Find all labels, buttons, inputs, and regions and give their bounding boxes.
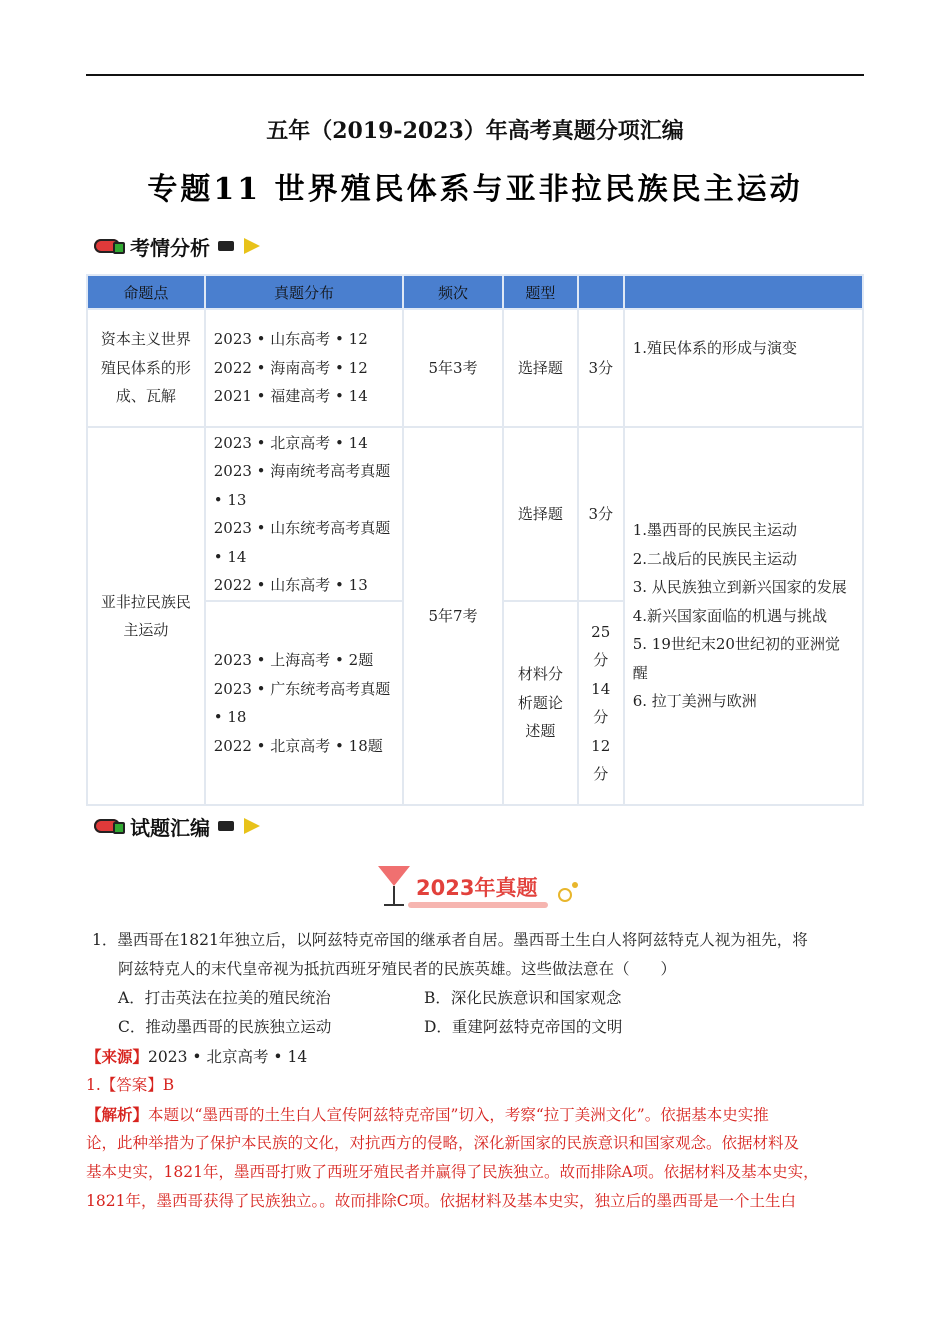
analysis-text: 本题以“墨西哥的土生白人宣传阿兹特克帝国”切入，考察“拉丁美洲文化”。依据基本史实推	[148, 1106, 769, 1124]
paper-item: 2021 • 福建高考 • 14	[213, 387, 368, 406]
question-type: 选择题	[503, 309, 578, 427]
section-analysis-label: 考情分析	[130, 235, 210, 260]
question-stem-cont: 阿兹特克人的末代皇帝视为抵抗西班牙殖民者的民族英雄。这些做法意在（ ）	[118, 960, 677, 978]
section-analysis-header	[94, 232, 260, 260]
series-subtitle: 五年（2019-2023）年高考真题分项汇编	[266, 118, 684, 144]
paper-item: 2023 • 上海高考 • 2题	[213, 651, 374, 669]
exam-analysis-table	[86, 274, 864, 806]
year-badge	[378, 864, 578, 914]
answer-line	[86, 1071, 174, 1100]
source-label: 【来源】	[86, 1047, 149, 1066]
pencil-icon	[94, 819, 120, 833]
paper-list	[205, 309, 403, 427]
paper-item: 2022 • 山东高考 • 13	[213, 576, 368, 594]
point-item: 3. 从民族独立到新兴国家的发展	[632, 578, 847, 597]
col-header: 频次	[403, 275, 503, 309]
pencil-icon	[94, 239, 120, 253]
analysis-label: 【解析】	[86, 1105, 149, 1124]
paper-list	[205, 427, 403, 601]
point-item: 2.二战后的民族民主运动	[632, 549, 798, 568]
knowledge-points	[624, 309, 863, 427]
section-compilation-label: 试题汇编	[130, 815, 210, 840]
col-header	[578, 275, 624, 309]
table-row	[87, 309, 863, 427]
paper-item: 2023 • 山东统考高考真题 • 14	[213, 519, 391, 566]
point-item: 5. 19世纪末20世纪初的亚洲觉醒	[632, 635, 840, 682]
paper-item: 2023 • 广东统考高考真题 • 18	[213, 679, 391, 726]
frequency: 5年7考	[403, 427, 503, 805]
paper-item: 2023 • 海南统考高考真题 • 13	[213, 462, 391, 509]
question-type: 材料分析题论述题	[503, 601, 578, 805]
question-type: 选择题	[503, 427, 578, 601]
answer-value: B	[162, 1076, 175, 1094]
point-item: 4.新兴国家面临的机遇与挑战	[632, 606, 828, 625]
col-header: 命题点	[87, 275, 205, 309]
arrow-icon	[244, 818, 260, 834]
knowledge-points	[624, 427, 863, 805]
topic-name: 亚非拉民族民主运动	[87, 427, 205, 805]
option-c: C．推动墨西哥的民族独立运动	[118, 1018, 332, 1036]
year-badge-label: 2023年真题	[416, 876, 538, 900]
table-row	[87, 427, 863, 601]
option-b: B．深化民族意识和国家观念	[424, 989, 622, 1007]
topic-title: 专题11 世界殖民体系与亚非拉民族民主运动	[147, 172, 803, 207]
analysis-line: 1821年，墨西哥获得了民族独立。。故而排除C项。依据材料及基本史实，独立后的墨西哥是一个土生白	[86, 1192, 797, 1210]
table-header-row	[87, 275, 863, 309]
question-stem: 1．墨西哥在1821年独立后，以阿兹特克帝国的继承者自居。墨西哥土生白人将阿兹特克人视为祖先，将	[92, 931, 808, 949]
source-text: 2023 • 北京高考 • 14	[148, 1048, 308, 1066]
option-d: D．重建阿兹特克帝国的文明	[424, 1018, 623, 1036]
arrow-body-icon	[218, 821, 234, 831]
score: 25分 14分 12分	[578, 601, 624, 805]
col-header: 真题分布	[205, 275, 403, 309]
point-item: 6. 拉丁美洲与欧洲	[632, 692, 757, 711]
paper-item: 2023 • 山东高考 • 12	[213, 330, 368, 349]
arrow-body-icon	[218, 241, 234, 251]
section-compilation-header	[94, 812, 260, 840]
bubble-icon	[558, 888, 572, 902]
col-header	[624, 275, 863, 309]
analysis-line	[86, 1100, 769, 1130]
paper-list	[205, 601, 403, 805]
frequency: 5年3考	[403, 309, 503, 427]
col-header: 题型	[503, 275, 578, 309]
point-item: 1.墨西哥的民族民主运动	[632, 521, 798, 540]
option-a: A．打击英法在拉美的殖民统治	[118, 989, 331, 1007]
topic-name: 资本主义世界殖民体系的形成、瓦解	[87, 309, 205, 427]
score: 3分	[578, 309, 624, 427]
arrow-icon	[244, 238, 260, 254]
paper-item: 2022 • 北京高考 • 18题	[213, 736, 383, 755]
analysis-line: 基本史实，1821年，墨西哥打败了西班牙殖民者并赢得了民族独立。故而排除A项。依据材料及基本史实，	[86, 1163, 819, 1181]
analysis-line: 论，此种举措为了保护本民族的文化，对抗西方的侵略，深化新国家的民族意识和国家观念。依据材料及	[86, 1134, 800, 1152]
paper-item: 2022 • 海南高考 • 12	[213, 358, 368, 377]
paper-item: 2023 • 北京高考 • 14	[213, 433, 368, 452]
source-line	[86, 1042, 307, 1072]
score: 3分	[578, 427, 624, 601]
point-item: 1.殖民体系的形成与演变	[632, 339, 798, 357]
cocktail-icon	[378, 866, 410, 886]
answer-label: 1.【答案】	[86, 1076, 163, 1094]
bubble-icon	[572, 882, 578, 888]
top-rule	[86, 74, 864, 76]
